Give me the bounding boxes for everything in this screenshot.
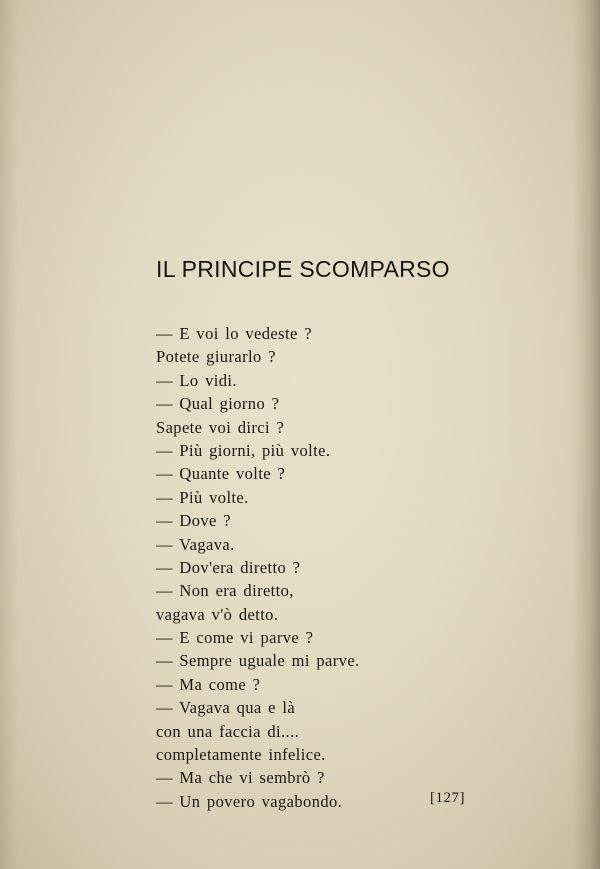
poem-line: — Ma che vi sembrò ? bbox=[156, 768, 325, 788]
poem-line: — Più giorni, più volte. bbox=[156, 440, 331, 460]
poem-line: completamente infelice. bbox=[156, 745, 326, 765]
poem-line: — E come vi parve ? bbox=[156, 628, 314, 648]
poem-line: — Qual giorno ? bbox=[156, 394, 280, 414]
poem-line: Potete giurarlo ? bbox=[156, 347, 276, 367]
poem-line: vagava v'ò detto. bbox=[156, 604, 279, 624]
spine-shadow bbox=[572, 0, 600, 869]
poem-line: — Sempre uguale mi parve. bbox=[156, 651, 360, 671]
poem-text bbox=[156, 322, 360, 813]
poem-line: — E voi lo vedeste ? bbox=[156, 324, 312, 343]
poem-line: — Dov'era diretto ? bbox=[156, 557, 301, 577]
page-title: IL PRINCIPE SCOMPARSO bbox=[156, 256, 450, 282]
poem-line: — Un povero vagabondo. bbox=[156, 791, 343, 811]
poem-line: — Quante volte ? bbox=[156, 464, 286, 484]
poem-line: — Vagava. bbox=[156, 534, 235, 554]
page-number: [127] bbox=[430, 790, 465, 806]
page-edge-shadow bbox=[0, 0, 18, 869]
poem-line: — Vagava qua e là bbox=[156, 698, 296, 718]
poem-line: — Lo vidi. bbox=[156, 370, 237, 390]
poem-line: — Non era diretto, bbox=[156, 581, 294, 601]
poem-line: — Dove ? bbox=[156, 511, 232, 531]
poem-line: con una faccia di.... bbox=[156, 721, 300, 741]
poem-line: — Più volte. bbox=[156, 487, 249, 507]
poem-line: — Ma come ? bbox=[156, 674, 261, 694]
poem-line: Sapete voi dirci ? bbox=[156, 417, 285, 437]
